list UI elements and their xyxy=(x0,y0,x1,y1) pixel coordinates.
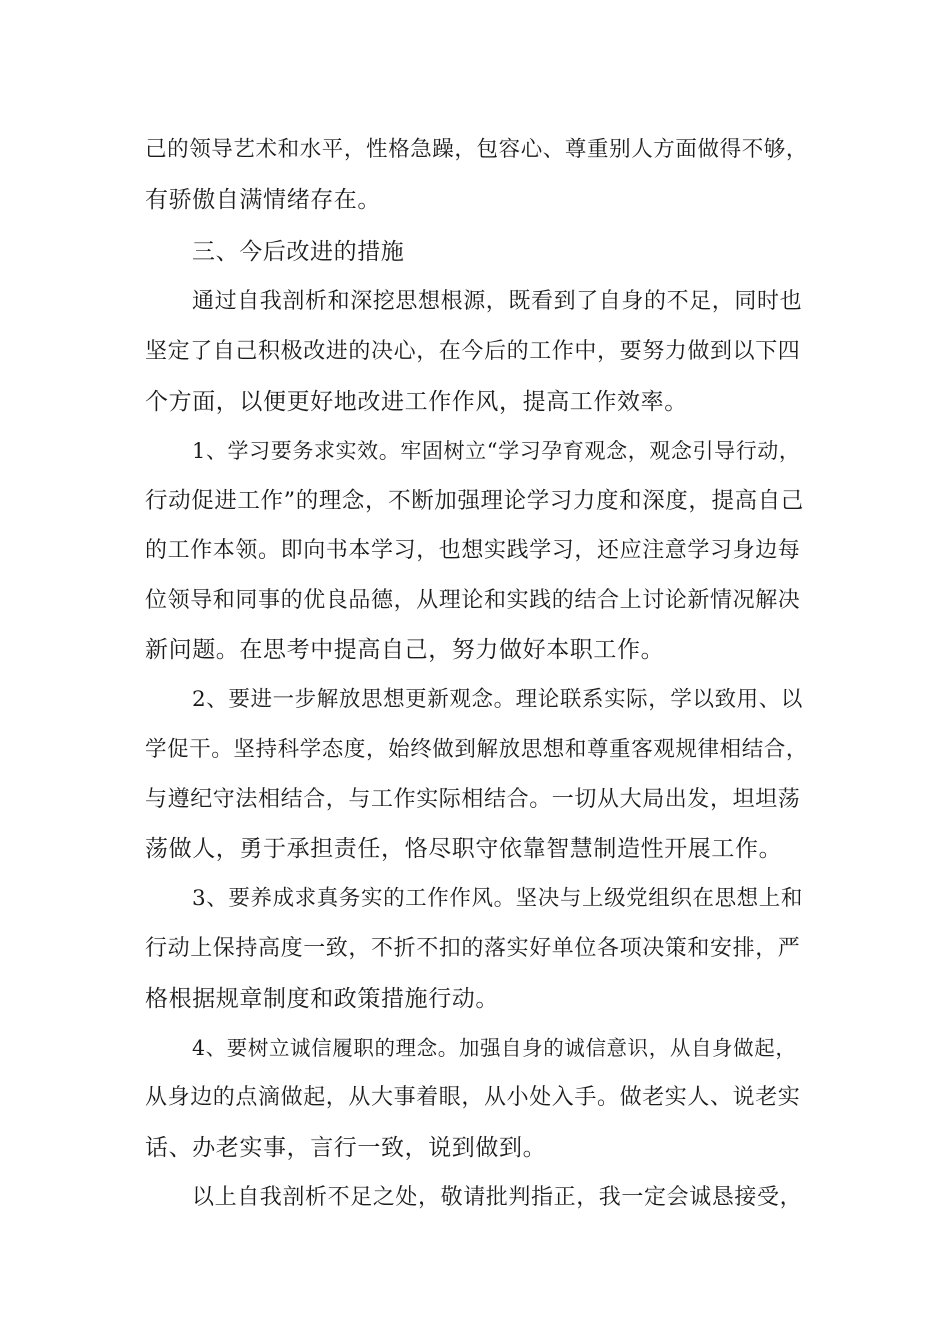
text-line: 3、要养成求真务实的工作作风。坚决与上级党组织在思想上和 xyxy=(192,886,803,911)
text-line: 4、要树立诚信履职的理念。加强自身的诚信意识，从自身做起， xyxy=(192,1036,797,1060)
text-line: 行动促进工作”的理念，不断加强理论学习力度和深度，提高自己 xyxy=(145,488,804,514)
section-heading: 三、今后改进的措施 xyxy=(192,239,405,265)
text-line: 坚定了自己积极改进的决心，在今后的工作中，要努力做到以下四 xyxy=(145,339,801,364)
text-line: 荡做人，勇于承担责任，恪尽职守依靠智慧制造性开展工作。 xyxy=(145,836,783,862)
text-line: 有骄傲自满情绪存在。 xyxy=(145,187,381,213)
text-line: 格根据规章制度和政策措施行动。 xyxy=(145,986,499,1012)
text-line: 个方面，以便更好地改进工作作风，提高工作效率。 xyxy=(145,389,688,415)
text-line: 与遵纪守法相结合，与工作实际相结合。一切从大局出发，坦坦荡 xyxy=(145,787,801,812)
text-line: 的工作本领。即向书本学习，也想实践学习，还应注意学习身边每 xyxy=(145,538,801,563)
text-line: 新问题。在思考中提高自己，努力做好本职工作。 xyxy=(145,637,665,663)
text-line: 从身边的点滴做起，从大事着眼，从小处入手。做老实人、说老实 xyxy=(145,1085,801,1110)
text-line: 通过自我剖析和深挖思想根源，既看到了自身的不足，同时也 xyxy=(192,289,803,314)
text-line: 以上自我剖析不足之处，敬请批判指正，我一定会诚恳接受， xyxy=(192,1185,803,1210)
text-line: 话、办老实事，言行一致，说到做到。 xyxy=(145,1135,547,1161)
text-line: 位领导和同事的优良品德，从理论和实践的结合上讨论新情况解决 xyxy=(145,588,801,613)
text-line: 学促干。坚持科学态度，始终做到解放思想和尊重客观规律相结合， xyxy=(145,737,809,762)
text-line: 2、要进一步解放思想更新观念。理论联系实际，学以致用、以 xyxy=(192,687,803,712)
text-line: 己的领导艺术和水平，性格急躁，包容心、尊重别人方面做得不够， xyxy=(145,137,809,162)
text-line: 行动上保持高度一致，不折不扣的落实好单位各项决策和安排，严 xyxy=(145,936,801,961)
text-line: 1、学习要务求实效。牢固树立“学习孕育观念，观念引导行动， xyxy=(192,439,801,463)
